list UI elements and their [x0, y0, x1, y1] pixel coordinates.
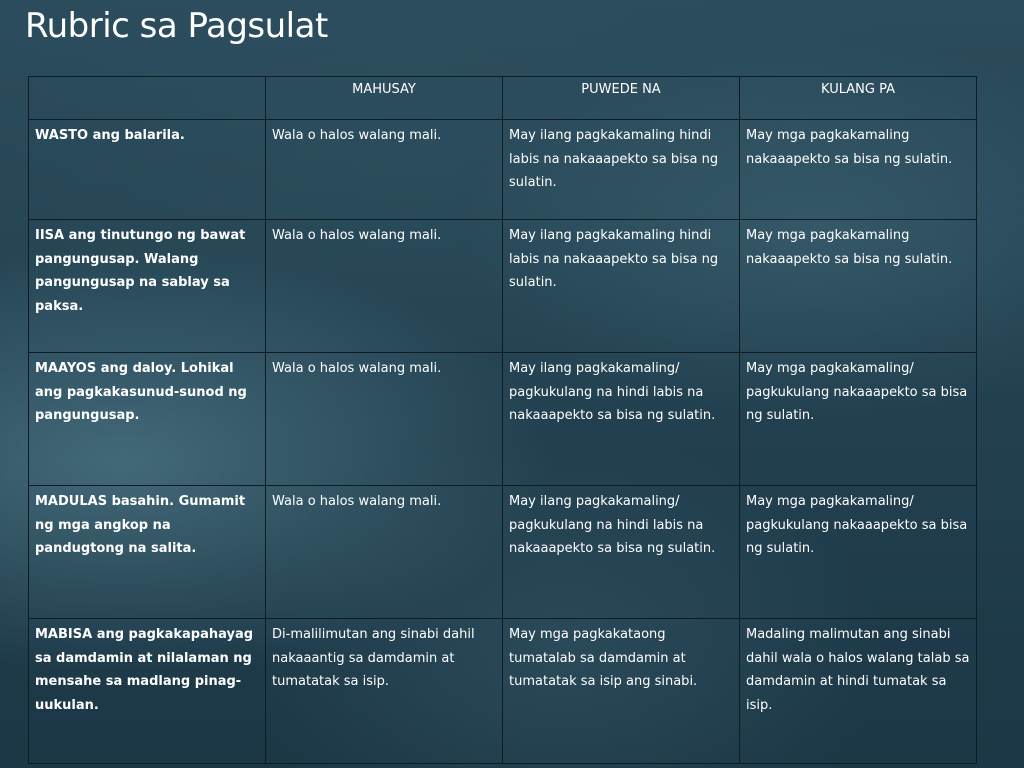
header-puwede-na: PUWEDE NA	[503, 77, 740, 120]
puwede-na-cell: May mga pagkakataong tumatalab sa damdamin at tumatatak sa isip ang sinabi.	[503, 619, 740, 764]
puwede-na-cell: May ilang pagkakamaling/ pagkukulang na hindi labis na nakaaapekto sa bisa ng sulatin.	[503, 353, 740, 486]
table-row	[29, 220, 977, 353]
kulang-pa-cell: Madaling malimutan ang sinabi dahil wala o halos walang talab sa damdamin at hindi tumatak sa isip.	[740, 619, 977, 764]
mahusay-cell: Wala o halos walang mali.	[266, 220, 503, 353]
table-row	[29, 486, 977, 619]
rubric-table	[28, 76, 977, 764]
table-row	[29, 120, 977, 220]
mahusay-cell: Wala o halos walang mali.	[266, 120, 503, 220]
criterion-cell: MAAYOS ang daloy. Lohikal ang pagkakasunud-sunod ng pangungusap.	[29, 353, 266, 486]
criterion-cell: MABISA ang pagkakapahayag sa damdamin at nilalaman ng mensahe sa madlang pinag-uukulan.	[29, 619, 266, 764]
kulang-pa-cell: May mga pagkakamaling/ pagkukulang nakaaapekto sa bisa ng sulatin.	[740, 353, 977, 486]
criterion-cell: WASTO ang balarila.	[29, 120, 266, 220]
kulang-pa-cell: May mga pagkakamaling/ pagkukulang nakaaapekto sa bisa ng sulatin.	[740, 486, 977, 619]
criterion-cell: MADULAS basahin. Gumamit ng mga angkop na pandugtong na salita.	[29, 486, 266, 619]
puwede-na-cell: May ilang pagkakamaling hindi labis na nakaaapekto sa bisa ng sulatin.	[503, 220, 740, 353]
slide-title: Rubric sa Pagsulat	[25, 6, 328, 46]
header-kulang-pa: KULANG PA	[740, 77, 977, 120]
mahusay-cell: Wala o halos walang mali.	[266, 353, 503, 486]
mahusay-cell: Wala o halos walang mali.	[266, 486, 503, 619]
mahusay-cell: Di-malilimutan ang sinabi dahil nakaaantig sa damdamin at tumatatak sa isip.	[266, 619, 503, 764]
criterion-cell: IISA ang tinutungo ng bawat pangungusap. Walang pangungusap na sablay sa paksa.	[29, 220, 266, 353]
kulang-pa-cell: May mga pagkakamaling nakaaapekto sa bisa ng sulatin.	[740, 120, 977, 220]
table-row	[29, 619, 977, 764]
table-header-row	[29, 77, 977, 120]
header-criteria	[29, 77, 266, 120]
header-mahusay: MAHUSAY	[266, 77, 503, 120]
table-row	[29, 353, 977, 486]
kulang-pa-cell: May mga pagkakamaling nakaaapekto sa bisa ng sulatin.	[740, 220, 977, 353]
puwede-na-cell: May ilang pagkakamaling hindi labis na nakaaapekto sa bisa ng sulatin.	[503, 120, 740, 220]
puwede-na-cell: May ilang pagkakamaling/ pagkukulang na hindi labis na nakaaapekto sa bisa ng sulatin.	[503, 486, 740, 619]
